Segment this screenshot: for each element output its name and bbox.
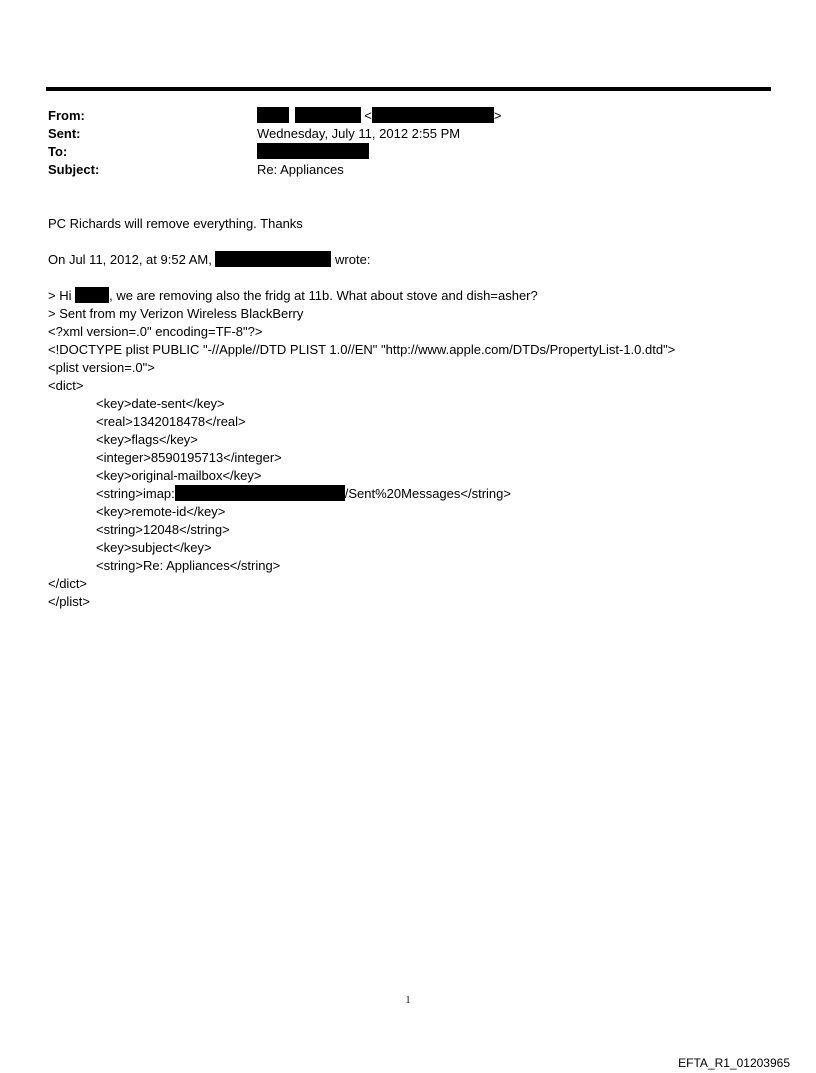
redaction-block: [257, 107, 289, 123]
quoted-line: > Sent from my Verizon Wireless BlackBerry: [48, 306, 304, 321]
redaction-block: [257, 143, 369, 159]
plist-line: <string>12048</string>: [96, 522, 230, 537]
from-lt: <: [364, 108, 372, 123]
from-gt: >: [493, 108, 502, 123]
to-label: To:: [48, 144, 68, 159]
imap-post: /Sent%20Messages</string>: [344, 486, 511, 501]
plist-line: [96, 485, 511, 503]
page-number: 1: [405, 995, 411, 1006]
sent-label: Sent:: [48, 126, 81, 141]
redaction-block: [295, 107, 361, 123]
redaction-block: [175, 485, 345, 501]
redaction-block: [215, 251, 331, 267]
plist-line: <key>original-mailbox</key>: [96, 468, 262, 483]
bates-number: EFTA_R1_01203965: [678, 1056, 790, 1070]
body-line: PC Richards will remove everything. Thanks: [48, 216, 303, 231]
imap-pre: <string>imap:: [96, 486, 175, 501]
quote-prefix: On Jul 11, 2012, at 9:52 AM,: [48, 252, 216, 267]
quote-attribution: [48, 251, 370, 269]
plist-line: </plist>: [48, 594, 90, 609]
plist-line: <dict>: [48, 378, 84, 393]
quoted-line-pre: > Hi: [48, 288, 76, 303]
quote-suffix: wrote:: [331, 252, 371, 267]
plist-line: <key>flags</key>: [96, 432, 198, 447]
subject-label: Subject:: [48, 162, 100, 177]
plist-line: <key>subject</key>: [96, 540, 212, 555]
plist-line: </dict>: [48, 576, 88, 591]
sent-value: Wednesday, July 11, 2012 2:55 PM: [257, 126, 461, 141]
to-value: [257, 143, 369, 161]
plist-line: <?xml version=.0" encoding=TF-8"?>: [48, 324, 263, 339]
quoted-line: [48, 287, 538, 305]
header-rule: [46, 87, 771, 91]
from-value: [257, 107, 501, 125]
quoted-line-post: , we are removing also the fridg at 11b. What about stove and dish=asher?: [109, 288, 538, 303]
plist-line: <plist version=.0">: [48, 360, 155, 375]
subject-value: Re: Appliances: [257, 162, 344, 177]
redaction-block: [75, 287, 109, 303]
plist-line: <key>date-sent</key>: [96, 396, 225, 411]
redaction-block: [372, 107, 494, 123]
plist-line: <!DOCTYPE plist PUBLIC "-//Apple//DTD PLIST 1.0//EN" "http://www.apple.com/DTDs/PropertyList-1.0.dtd">: [48, 342, 676, 357]
plist-line: <real>1342018478</real>: [96, 414, 246, 429]
from-label: From:: [48, 108, 85, 123]
plist-line: <key>remote-id</key>: [96, 504, 226, 519]
plist-line: <integer>8590195713</integer>: [96, 450, 282, 465]
plist-line: <string>Re: Appliances</string>: [96, 558, 281, 573]
